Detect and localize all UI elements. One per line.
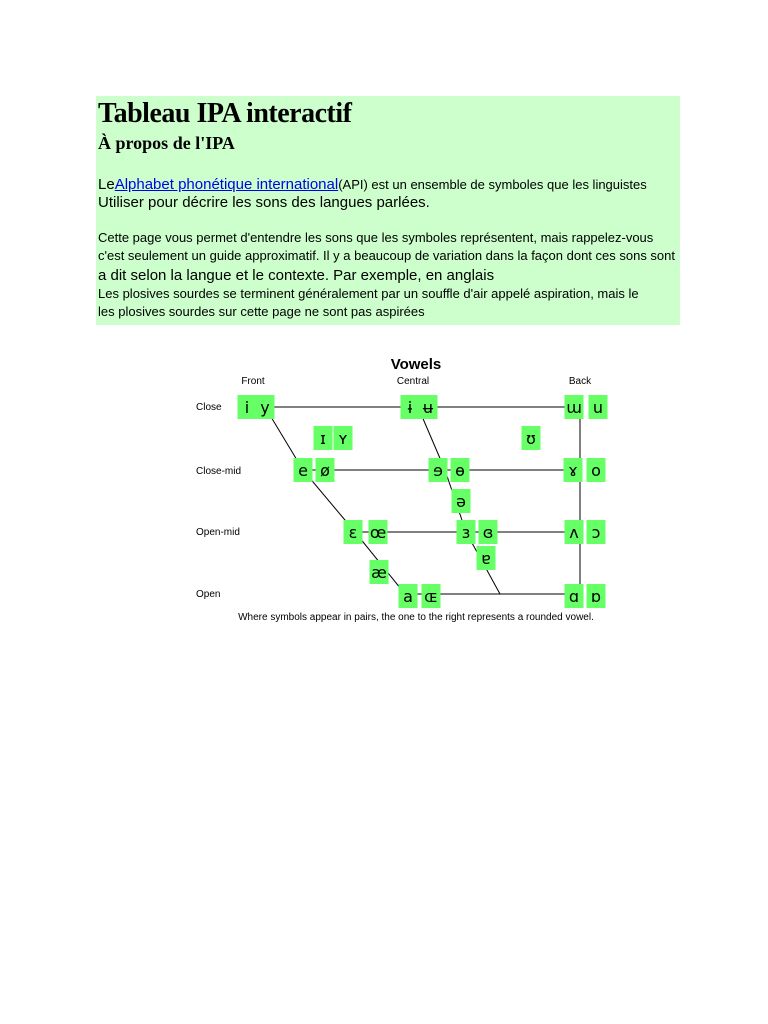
vowel-symbol: e — [298, 461, 308, 480]
vowel-button[interactable] — [587, 520, 606, 544]
row-label-close-mid: Close-mid — [196, 466, 242, 477]
intro-line-3: Cette page vous permet d'entendre les sons que les symboles représentent, mais rappelez-vous — [98, 230, 654, 245]
vowel-button[interactable] — [479, 520, 498, 544]
vowel-symbol: a — [403, 587, 413, 606]
vowel-symbol: ɑ — [568, 587, 580, 606]
vowel-button[interactable] — [314, 426, 333, 450]
vowel-symbol: o — [591, 461, 601, 480]
vowel-symbol: y — [260, 398, 270, 417]
vowel-button[interactable] — [369, 520, 388, 544]
vowel-symbol: u — [592, 398, 604, 417]
intro-panel — [96, 96, 680, 325]
vowel-symbol: ɜ — [461, 523, 471, 542]
vowel-symbol: ʏ — [338, 429, 348, 448]
vowel-symbol: ø — [320, 461, 330, 480]
vowel-button[interactable] — [565, 395, 584, 419]
vowel-button[interactable] — [399, 584, 418, 608]
vowel-chart-title: Vowels — [390, 356, 442, 373]
vowel-symbol: æ — [371, 563, 387, 582]
intro-line-2: Utiliser pour décrire les sons des langues parlées. — [98, 194, 430, 211]
column-label-central: Central — [396, 376, 430, 387]
intro-line-1-suffix: (API) est un ensemble de symboles que les linguistes — [338, 177, 647, 192]
vowel-symbol: ɞ — [482, 523, 494, 542]
vowel-button[interactable] — [344, 520, 363, 544]
vowel-button[interactable] — [477, 546, 496, 570]
vowel-chart-svg — [190, 350, 620, 630]
vowel-symbol: ɘ — [433, 461, 443, 480]
vowel-symbol: ɨ — [407, 398, 413, 417]
vowel-button[interactable] — [452, 489, 471, 513]
vowel-symbol: ɪ — [320, 429, 326, 448]
vowel-chart-caption: Where symbols appear in pairs, the one to the right represents a rounded vowel. — [238, 612, 594, 623]
vowel-button[interactable] — [422, 584, 441, 608]
vowel-symbol: œ — [369, 523, 387, 542]
vowel-button[interactable] — [256, 395, 275, 419]
ipa-wikipedia-link[interactable]: Alphabet phonétique international — [114, 176, 339, 193]
vowel-button[interactable] — [587, 458, 606, 482]
intro-line-7: les plosives sourdes sur cette page ne sont pas aspirées — [98, 304, 425, 319]
vowel-button[interactable] — [564, 458, 583, 482]
row-label-open: Open — [196, 589, 221, 600]
vowel-symbol: ʉ — [422, 398, 434, 417]
vowel-button[interactable] — [294, 458, 313, 482]
vowel-symbol: ʌ — [569, 523, 579, 542]
vowel-symbol: ə — [456, 492, 466, 511]
intro-line-1-prefix: Le — [98, 176, 115, 193]
intro-line-4: c'est seulement un guide approximatif. Il y a beaucoup de variation dans la façon dont ces sons sont — [98, 248, 676, 263]
row-label-close: Close — [196, 402, 222, 413]
vowel-symbol: i — [244, 398, 250, 417]
vowel-chart — [190, 350, 620, 630]
column-label-back: Back — [568, 376, 592, 387]
intro-line-1 — [98, 176, 647, 194]
intro-line-6: Les plosives sourdes se terminent généralement par un souffle d'air appelé aspiration, mais le — [98, 286, 639, 301]
vowel-button[interactable] — [238, 395, 257, 419]
row-label-open-mid: Open-mid — [196, 527, 240, 538]
vowel-button[interactable] — [419, 395, 438, 419]
section-heading: À propos de l'IPA — [98, 133, 235, 153]
vowel-button[interactable] — [334, 426, 353, 450]
vowel-button[interactable] — [429, 458, 448, 482]
vowel-button[interactable] — [457, 520, 476, 544]
vowel-symbol: ɵ — [455, 461, 465, 480]
vowel-symbol: ɶ — [424, 587, 438, 606]
vowel-symbol: ɒ — [590, 587, 602, 606]
intro-line-5: a dit selon la langue et le contexte. Par exemple, en anglais — [98, 267, 495, 284]
vowel-button[interactable] — [587, 584, 606, 608]
vowel-button[interactable] — [565, 584, 584, 608]
vowel-symbol: ɤ — [568, 461, 578, 480]
vowel-button[interactable] — [565, 520, 584, 544]
vowel-button[interactable] — [451, 458, 470, 482]
column-label-front: Front — [241, 376, 265, 387]
vowel-symbol: ʊ — [526, 429, 536, 448]
vowel-button[interactable] — [589, 395, 608, 419]
vowel-symbol: ɐ — [481, 549, 491, 568]
vowel-button[interactable] — [316, 458, 335, 482]
vowel-button[interactable] — [522, 426, 541, 450]
vowel-symbol: ɔ — [591, 523, 601, 542]
vowel-button[interactable] — [370, 560, 389, 584]
page-title: Tableau IPA interactif — [98, 98, 352, 129]
vowel-symbol: ɛ — [348, 523, 358, 542]
vowel-symbol: ɯ — [566, 398, 582, 417]
vowel-button[interactable] — [401, 395, 420, 419]
